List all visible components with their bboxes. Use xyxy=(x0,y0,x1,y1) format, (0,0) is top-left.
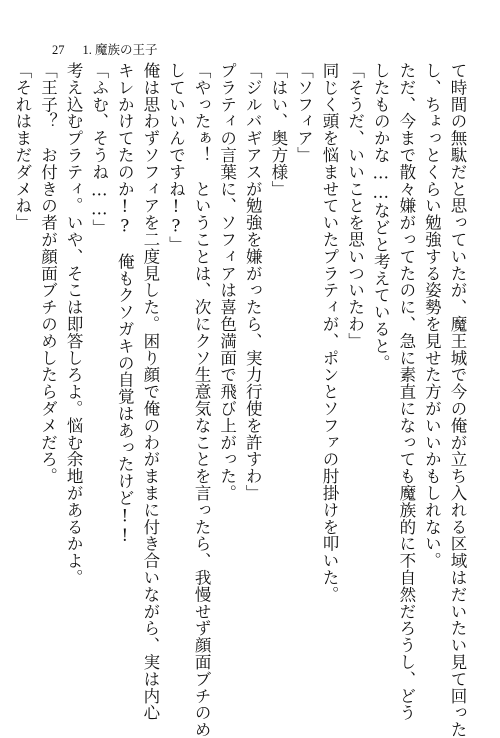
text-line: 「はい、奥方様」 xyxy=(268,62,288,198)
text-line: していいんですね!?」 xyxy=(166,62,186,253)
text-line: 「王子？ お付きの者が顔面ブチのめしたらダメだろ。 xyxy=(38,62,58,485)
text-line: ただ、今まで散々嫌がってたのに、急に素直になっても魔族的に不自然だろうし、どう xyxy=(396,62,416,722)
text-line: 俺は思わずソフィアを二度見した。困り顔で俺のわがままに付き合いながら、実は内心 xyxy=(140,62,160,722)
text-line: 「やったぁ！ ということは、次にクソ生意気なことを言ったら、我慢せず顔面ブチのめ xyxy=(192,62,212,738)
text-line: て時間の無駄だと思っていたが、魔王城で今の俺が立ち入れる区域はだいたい見て回った xyxy=(448,62,467,738)
chapter-title: 1. 魔族の王子 xyxy=(82,43,158,57)
text-line: キレかけてたのか!? 俺もクソガキの自覚はあったけど!! xyxy=(115,62,135,546)
page-number: 27 xyxy=(52,43,65,57)
body-text xyxy=(12,62,470,738)
text-line: 「そうだ、いいことを思いついたわ」 xyxy=(345,62,365,350)
text-line: 「ジルバギアスが勉強を嫌がったら、実力行使を許すわ」 xyxy=(243,62,263,502)
running-header xyxy=(52,40,158,58)
text-line: 「ソフィア」 xyxy=(294,62,314,164)
text-line: 同じく頭を悩ませていたプラティが、ポンとソファの肘掛けを叩いた。 xyxy=(320,62,340,603)
text-line: プラティの言葉に、ソフィアは喜色満面で飛び上がった。 xyxy=(217,62,237,502)
text-line: したものかな……などと考えていると。 xyxy=(371,62,391,372)
text-line: 「ふむ、そうね……」 xyxy=(89,62,109,236)
text-line: 考え込むプラティ。いや、そこは即答しろよ。悩む余地があるかよ。 xyxy=(64,62,84,586)
text-line: し、ちょっとくらい勉強する姿勢を見せた方がいいかもしれない。 xyxy=(422,62,442,569)
text-line: 「それはまだダメね」 xyxy=(12,62,32,231)
